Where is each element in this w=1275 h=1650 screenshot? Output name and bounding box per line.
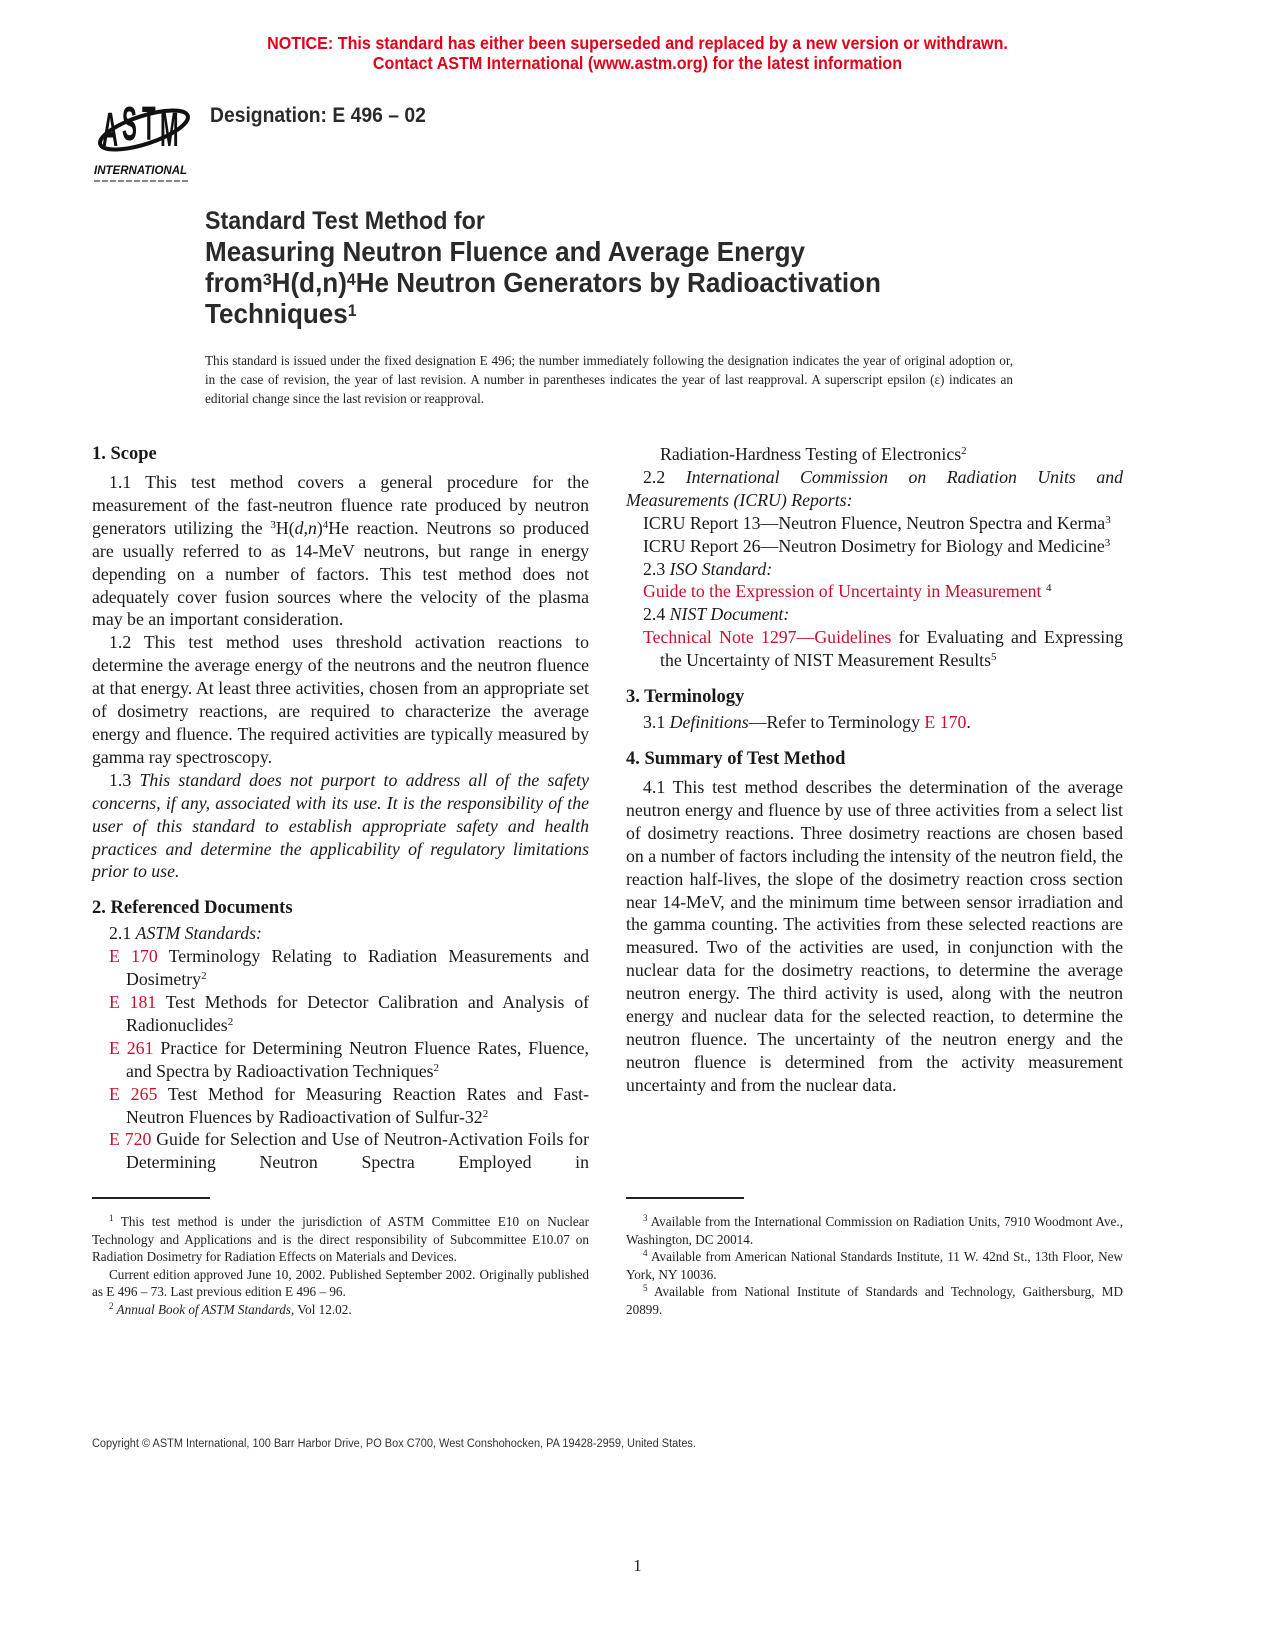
text: 1.3 xyxy=(109,769,140,790)
text: Guide for Selection and Use of Neutron-Activation Foils for Determining Neutron Spectra Employed in xyxy=(126,1129,589,1173)
footnote-ref[interactable]: 2 xyxy=(961,445,967,457)
sup: 2 xyxy=(109,1300,114,1311)
text: Practice for Determining Neutron Fluence Rates, Fluence, and Spectra by Radioactivation Techniques xyxy=(126,1037,590,1081)
page-number: 1 xyxy=(633,1556,642,1575)
sup: 1 xyxy=(109,1213,114,1223)
text: 2.2 xyxy=(643,466,686,487)
text: —Refer to Terminology xyxy=(748,712,925,733)
link-e720[interactable]: E 720 xyxy=(109,1129,152,1150)
footnote-divider xyxy=(626,1197,744,1199)
title-line-1: Standard Test Method for xyxy=(205,207,485,235)
issued-note: This standard is issued under the fixed designation E 496; the number immediately following the designation indicates the year of original adoption or, in the case of revision, the year of last revision. A number in parentheses indicates the year of last reapproval. A superscript epsilon (ε) indicates an editorial change since the last revision or reapproval. xyxy=(205,353,1013,406)
footnote-2 xyxy=(92,1301,589,1319)
section-heading-scope: 1. Scope xyxy=(92,444,157,464)
section-heading-referenced-documents: 2. Referenced Documents xyxy=(92,898,293,919)
designation: Designation: E 496 – 02 xyxy=(210,104,426,127)
notice-line-2: Contact ASTM International (www.astm.org) for the latest information xyxy=(372,53,903,73)
sup: 4 xyxy=(643,1248,648,1259)
text: d,n xyxy=(294,517,317,538)
title-text: Techniques xyxy=(205,298,348,329)
footnote-ref[interactable]: 3 xyxy=(1104,536,1111,549)
footnote-1-edition: Current edition approved June 10, 2002. Published September 2002. Originally published as E 496 – 73. Last previous edition E 496 – 96. xyxy=(92,1266,589,1300)
footnote-3 xyxy=(626,1213,1123,1248)
title-line-3 xyxy=(205,267,881,298)
text: 3.1 xyxy=(643,712,670,733)
notice-line-1: NOTICE: This standard has either been superseded and replaced by a new version or withdrawn. xyxy=(267,33,1008,53)
reference-e720 xyxy=(109,1128,589,1174)
text: 2.1 xyxy=(109,923,136,944)
svg-text:INTERNATIONAL: INTERNATIONAL xyxy=(94,165,188,177)
sup: 4 xyxy=(322,518,329,531)
reference-e720-continued xyxy=(626,443,1123,466)
text: ASTM Standards: xyxy=(135,923,262,944)
paragraph-3-1 xyxy=(626,711,1123,734)
text: ICRU Report 26—Neutron Dosimetry for Biology and Medicine xyxy=(643,535,1105,556)
paragraph-4-1: 4.1 This test method describes the determination of the average neutron energy and fluence by use of three activities from a select list of dosimetry reactions. Three dosimetry reactions are chosen based on a number of factors including the intensity of the neutron field, the reaction half-lives, the slope of the dosimetry reaction cross section near 14-MeV, and the minimum time between sensor irradiation and the gamma counting. The activities from these selected reactions are measured. Two of the activities are used, in conjunction with the nuclear data for the dosimetry reactions, to determine the average neutron energy. The third activity is used, along with the neutron energy and nuclear data for the selected reaction, to determine the neutron fluence. The uncertainty of the neutron energy and the neutron fluence is determined from the activity measurement uncertainty and from the nuclear data. xyxy=(626,776,1123,1095)
section-heading-terminology: 3. Terminology xyxy=(626,687,745,708)
reference-e170 xyxy=(109,945,589,991)
footnote-ref[interactable]: 5 xyxy=(991,651,997,664)
text: ICRU Report 13—Neutron Fluence, Neutron Spectra and Kerma xyxy=(643,512,1106,533)
title-text: He Neutron Generators by Radioactivation xyxy=(355,267,881,298)
text: , Vol 12.02. xyxy=(290,1301,352,1317)
link-e181[interactable]: E 181 xyxy=(109,992,157,1013)
withdrawal-notice xyxy=(51,33,1224,73)
title-text: H(d,n) xyxy=(271,267,347,298)
sup: 3 xyxy=(643,1213,648,1223)
text: for Evaluating and Expressing the Uncertainty of NIST Measurement Results xyxy=(660,627,1124,671)
text: 2.3 xyxy=(643,558,670,579)
title-line-4 xyxy=(205,298,881,329)
text: 1.1 This test method covers a general procedure for the measurement of the fast-neutron fluence rate produced by neutron generators utilizing the xyxy=(92,472,589,538)
text: H( xyxy=(275,517,295,538)
text: Terminology Relating to Radiation Measurements and Dosimetry xyxy=(126,946,589,990)
text: This test method is under the jurisdiction of ASTM Committee E10 on Nuclear Technology and Applications and is the direct responsibility of Subcommittee E10.07 on Radiation Dosimetry for Radiation Effects on Materials and Devices. xyxy=(92,1214,589,1265)
text: Annual Book of ASTM Standards xyxy=(113,1301,291,1317)
link-e170-terminology[interactable]: E 170 xyxy=(924,712,967,733)
paragraph-1-3 xyxy=(92,769,589,884)
astm-logo-icon xyxy=(92,88,196,184)
title-line-2: Measuring Neutron Fluence and Average Energy xyxy=(205,236,806,267)
link-e170[interactable]: E 170 xyxy=(109,946,158,967)
svg-text:T: T xyxy=(142,97,156,152)
copyright-notice: Copyright © ASTM International, 100 Barr Harbor Drive, PO Box C700, West Conshohocken, PA 19428-2959, United States. xyxy=(92,1436,696,1450)
astm-international-logo xyxy=(92,88,196,184)
iso-standard-label xyxy=(626,558,1123,581)
reference-icru-13 xyxy=(643,512,1123,535)
reference-iso-guide xyxy=(643,580,1123,603)
astm-standards-label xyxy=(92,922,589,945)
link-e265[interactable]: E 265 xyxy=(109,1083,158,1104)
footnote-ref-1[interactable]: 1 xyxy=(347,301,357,320)
text: Available from the International Commission on Radiation Units, 7910 Woodmont Ave., Washington, DC 20014. xyxy=(626,1214,1123,1247)
paragraph-1-1 xyxy=(92,471,589,631)
svg-text:M: M xyxy=(160,103,179,158)
text: Radiation-Hardness Testing of Electronics xyxy=(660,444,962,464)
footnote-ref[interactable]: 3 xyxy=(1105,513,1111,526)
text: International Commission on Radiation Units and Measurements (ICRU) Reports: xyxy=(626,466,1124,510)
title-sup: 3 xyxy=(262,270,272,289)
document-title xyxy=(205,206,881,329)
footnote-ref[interactable]: 2 xyxy=(433,1061,440,1074)
text: Available from National Institute of Standards and Technology, Gaithersburg, MD 20899. xyxy=(626,1284,1123,1317)
reference-icru-26 xyxy=(643,535,1123,558)
footnote-5 xyxy=(626,1283,1123,1318)
text: Available from American National Standards Institute, 11 W. 42nd St., 13th Floor, New York, NY 10036. xyxy=(626,1249,1123,1282)
text: NIST Document: xyxy=(669,604,790,625)
sup: 5 xyxy=(643,1283,648,1294)
reference-e261 xyxy=(109,1037,589,1083)
text: Test Method for Measuring Reaction Rates and Fast-Neutron Fluences by Radioactivation of Sulfur-32 xyxy=(126,1083,589,1127)
link-nist-tn1297[interactable]: Technical Note 1297—Guidelines xyxy=(643,627,892,648)
reference-nist-tn1297 xyxy=(643,626,1123,672)
svg-text:S: S xyxy=(122,97,137,152)
text: ISO Standard: xyxy=(669,558,773,579)
link-e261[interactable]: E 261 xyxy=(109,1037,154,1058)
title-sup: 4 xyxy=(346,270,356,289)
reference-e265 xyxy=(109,1083,589,1129)
footnote-ref[interactable]: 2 xyxy=(227,1015,234,1028)
text: He reaction. Neutrons so produced are usually referred to as 14-MeV neutrons, but range in energy depending on a number of factors. This test method does not adequately cover fusion sources where the velocity of the plasma may be an important consideration. xyxy=(92,517,590,630)
text: This standard does not purport to address all of the safety concerns, if any, associated with its use. It is the responsibility of the user of this standard to establish appropriate safety and health practices and determine the applicability of regulatory limitations prior to use. xyxy=(92,769,589,882)
text: 2.4 xyxy=(643,604,670,625)
footnote-4 xyxy=(626,1248,1123,1283)
right-column xyxy=(626,443,1123,1097)
text: Definitions xyxy=(669,712,749,733)
nist-document-label xyxy=(626,603,1123,626)
svg-text:A: A xyxy=(102,103,119,158)
text: . xyxy=(966,712,971,733)
footnote-1 xyxy=(92,1213,589,1266)
footnotes-left xyxy=(92,1213,589,1319)
text: ) xyxy=(316,517,323,538)
footnotes-right xyxy=(626,1213,1123,1319)
reference-e181 xyxy=(109,991,589,1037)
sup: 3 xyxy=(270,518,276,531)
left-column xyxy=(92,443,589,1174)
title-text: from xyxy=(205,267,263,298)
paragraph-1-2: 1.2 This test method uses threshold activation reactions to determine the average energy of the neutrons and the neutron fluence at that energy. At least three activities, chosen from an appropriate set of dosimetry reactions, are required to characterize the average energy and fluence. The required activities are typically measured by gamma ray spectroscopy. xyxy=(92,632,589,767)
footnote-ref[interactable]: 2 xyxy=(201,970,207,983)
icru-reports-label xyxy=(626,466,1123,512)
text: Test Methods for Detector Calibration and Analysis of Radionuclides xyxy=(126,992,590,1035)
section-heading-summary: 4. Summary of Test Method xyxy=(626,748,846,769)
footnote-ref[interactable]: 2 xyxy=(482,1107,489,1120)
link-iso-guide[interactable]: Guide to the Expression of Uncertainty in Measurement xyxy=(643,581,1042,602)
footnote-divider xyxy=(92,1197,210,1199)
footnote-ref[interactable]: 4 xyxy=(1045,582,1052,595)
